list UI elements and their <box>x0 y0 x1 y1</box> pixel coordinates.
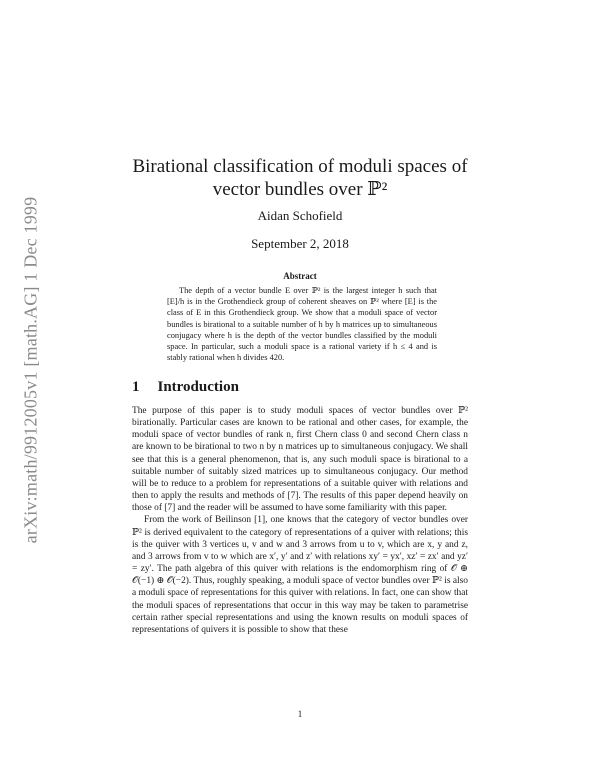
page-number: 1 <box>297 709 303 719</box>
section-number: 1 <box>132 379 140 395</box>
arxiv-stamp-text: arXiv:math/9912005v1 [math.AG] 1 Dec 1999 <box>20 196 41 544</box>
paper-date: September 2, 2018 <box>251 236 349 251</box>
abstract <box>167 285 437 363</box>
section-heading <box>132 379 239 396</box>
abstract-heading: Abstract <box>283 271 317 281</box>
paper-author: Aidan Schofield <box>257 208 343 223</box>
abstract-text: The depth of a vector bundle E over ℙ² is the largest integer h such that [E]/h is in the Grothendieck group of coherent sheaves on ℙ² where [E] is the class of E in this Grothendieck group. We show that a moduli space of vector bundles is birational to a suitable number of h by h matrices up to simultaneous conjugacy where h is the depth of the vector bundles classified by the moduli space. In particular, such a moduli space is a rational variety if h ≤ 4 and is stably rational when h divides 420. <box>167 286 437 363</box>
paper-title: Birational classification of moduli spaces of vector bundles over ℙ² <box>132 156 468 200</box>
section-body <box>132 405 468 636</box>
paragraph: From the work of Beilinson [1], one knows that the category of vector bundles over ℙ² is derived equivalent to the category of representations of a quiver with relations; this is the quiver with 3 vertices u, v and w and 3 arrows from u to v, which are x, y and z, and 3 arrows from v to w which are x′, y′ and z′ with relations xy′ = yx′, xz′ = zx′ and yz′ = zy′. The path algebra of this quiver with relations is the endomorphism ring of 𝒪 ⊕ 𝒪(−1) ⊕ 𝒪(−2). Thus, roughly speaking, a moduli space of vector bundles over ℙ² is also a moduli space of representations for this quiver with relations. In fact, one can show that the moduli spaces of representations that occur in this way may be taken to parametrise certain rather special representations and using the known results on moduli spaces of representations of quivers it is possible to show that these <box>132 515 468 635</box>
section-title: Introduction <box>157 379 239 395</box>
paragraph: The purpose of this paper is to study moduli spaces of vector bundles over ℙ² birationally. Particular cases are known to be rational and other cases, for example, the moduli space of vector bundles of rank n, first Chern class 0 and second Chern class n are known to be birational to two n by n matrices up to simultaneous conjugacy. We shall see that this is a general phenomenon, that is, any such moduli space is birational to a suitable number of suitably sized matrices up to simultaneous conjugacy. Our method will be to reduce to a problem for representations of a suitable quiver with relations and then to apply the results and methods of [7]. The results of this paper depend heavily on those of [7] and the reader will be assumed to have some familiarity with this paper. <box>132 406 468 514</box>
